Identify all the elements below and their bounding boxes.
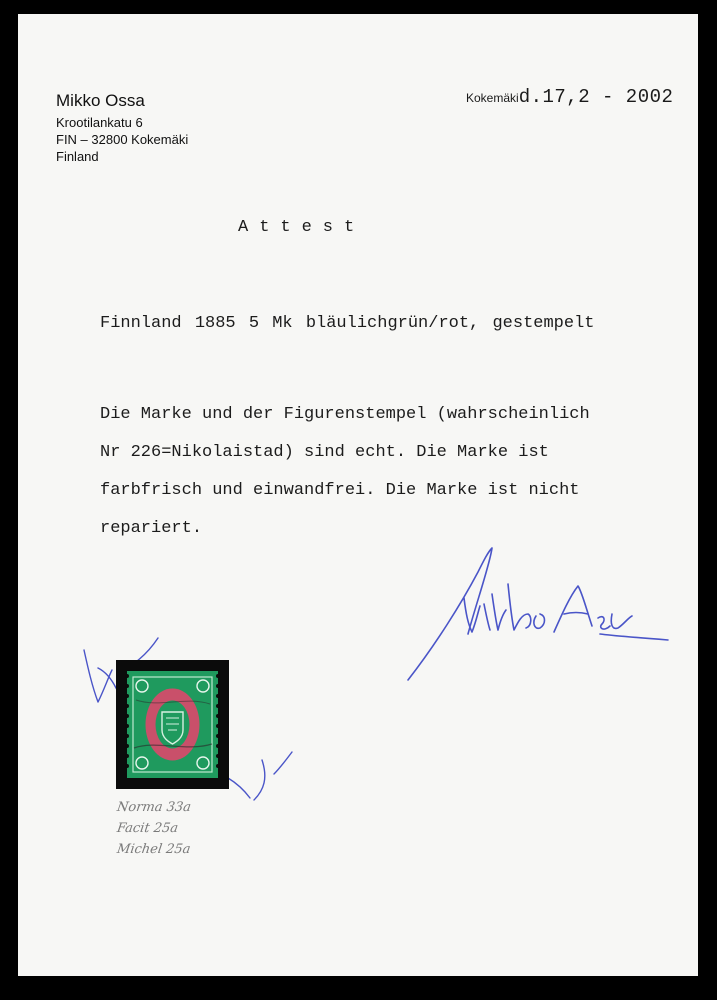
body-line: repariert.	[100, 519, 203, 538]
catalog-note: Norma 33a	[115, 800, 192, 815]
body-line: Die Marke und der Figurenstempel (wahrscheinlich	[100, 405, 590, 424]
stamp-description: Finnland 1885 5 Mk bläulichgrün/rot, gestempelt	[100, 314, 595, 333]
place-and-date	[466, 86, 673, 108]
postage-stamp	[116, 660, 229, 789]
body-line: farbfrisch und einwandfrei. Die Marke ist nicht	[100, 481, 580, 500]
date: d.17,2 - 2002	[518, 86, 674, 108]
catalog-note: Michel 25a	[115, 842, 192, 857]
catalog-references	[117, 797, 191, 860]
certificate-sheet	[18, 14, 698, 976]
signature	[406, 544, 676, 684]
document-title: Attest	[238, 218, 366, 237]
sender-address	[56, 90, 188, 165]
catalog-note: Facit 25a	[115, 821, 180, 836]
sender-name: Mikko Ossa	[56, 91, 145, 110]
place: Kokemäki	[466, 91, 519, 105]
body-line: Nr 226=Nikolaistad) sind echt. Die Marke ist	[100, 443, 549, 462]
sender-country: Finland	[56, 149, 99, 164]
sender-street: Krootilankatu 6	[56, 115, 143, 130]
certificate-text	[100, 396, 590, 548]
postage-stamp-mount	[116, 660, 229, 789]
sender-city: FIN – 32800 Kokemäki	[56, 132, 189, 147]
